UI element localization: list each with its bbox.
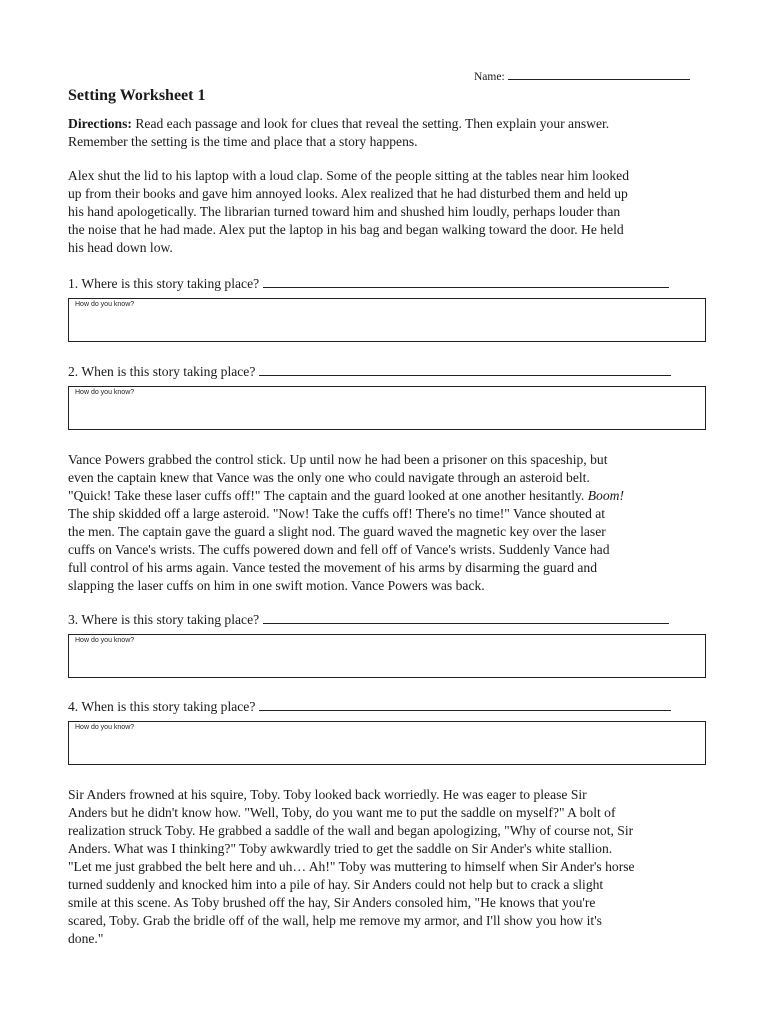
box-label: How do you know? — [75, 637, 135, 644]
answer-line[interactable] — [263, 611, 669, 624]
passage-1 — [68, 167, 708, 257]
passage-line: the noise that he had made. Alex put the laptop in his bag and began walking toward the door. He held — [68, 222, 624, 237]
answer-line[interactable] — [263, 275, 669, 288]
box-label: How do you know? — [75, 724, 135, 731]
question-text: 1. Where is this story taking place? — [68, 276, 260, 291]
passage-line: the men. The captain gave the guard a slight nod. The guard waved the magnetic key over the laser — [68, 524, 606, 539]
passage-line: realization struck Toby. He grabbed a saddle of the wall and began apologizing, "Why of course not, Sir — [68, 823, 634, 838]
passage-line: even the captain knew that Vance was the only one who could navigate through an asteroid belt. — [68, 470, 590, 485]
passage-line: Sir Anders frowned at his squire, Toby. Toby looked back worriedly. He was eager to please Sir — [68, 787, 587, 802]
passage-2 — [68, 451, 708, 595]
worksheet-title: Setting Worksheet 1 — [68, 87, 206, 104]
directions — [68, 115, 708, 151]
name-field[interactable] — [474, 68, 690, 83]
directions-line-2: Remember the setting is the time and place that a story happens. — [68, 134, 418, 149]
passage-line: slapping the laser cuffs on him in one swift motion. Vance Powers was back. — [68, 578, 485, 593]
question-4 — [68, 698, 671, 715]
passage-line: his hand apologetically. The librarian turned toward him and shushed him loudly, perhaps louder than — [68, 204, 621, 219]
name-input-line[interactable] — [508, 68, 690, 80]
answer-line[interactable] — [259, 698, 671, 711]
passage-line: turned suddenly and knocked him into a pile of hay. Sir Anders could not help but to crack a slight — [68, 877, 604, 892]
question-2 — [68, 363, 671, 380]
directions-label: Directions: — [68, 116, 132, 131]
passage-line: his head down low. — [68, 240, 173, 255]
answer-box-4[interactable] — [68, 721, 706, 765]
passage-line: full control of his arms again. Vance tested the movement of his arms by disarming the guard and — [68, 560, 598, 575]
passage-3 — [68, 786, 708, 948]
name-label: Name: — [474, 71, 505, 83]
answer-line[interactable] — [259, 363, 671, 376]
passage-line: done." — [68, 931, 104, 946]
answer-box-1[interactable] — [68, 298, 706, 342]
question-3 — [68, 611, 669, 628]
question-text: 4. When is this story taking place? — [68, 699, 256, 714]
directions-line-1: Read each passage and look for clues that reveal the setting. Then explain your answer. — [135, 116, 610, 131]
answer-box-2[interactable] — [68, 386, 706, 430]
passage-line: "Quick! Take these laser cuffs off!" The captain and the guard looked at one another hesitantly. — [68, 488, 585, 503]
box-label: How do you know? — [75, 301, 135, 308]
passage-line: "Let me just grabbed the belt here and uh… Ah!" Toby was muttering to himself when Sir Ander's horse — [68, 859, 635, 874]
passage-emphasis: Boom! — [587, 488, 624, 503]
passage-line: Vance Powers grabbed the control stick. Up until now he had been a prisoner on this spaceship, but — [68, 452, 608, 467]
box-label: How do you know? — [75, 389, 135, 396]
passage-line: The ship skidded off a large asteroid. "Now! Take the cuffs off! There's no time!" Vance shouted at — [68, 506, 606, 521]
answer-box-3[interactable] — [68, 634, 706, 678]
passage-line: scared, Toby. Grab the bridle off of the wall, help me remove my armor, and I'll show you how it's — [68, 913, 602, 928]
passage-line: cuffs on Vance's wrists. The cuffs powered down and fell off of Vance's wrists. Suddenly Vance had — [68, 542, 610, 557]
passage-line: Anders but he didn't know how. "Well, Toby, do you want me to put the saddle on myself?" A bolt of — [68, 805, 616, 820]
passage-line: Alex shut the lid to his laptop with a loud clap. Some of the people sitting at the tables near him looked — [68, 168, 630, 183]
question-1 — [68, 275, 669, 292]
question-text: 3. Where is this story taking place? — [68, 612, 260, 627]
passage-line: up from their books and gave him annoyed looks. Alex realized that he had disturbed them and held up — [68, 186, 628, 201]
passage-line: smile at this scene. As Toby brushed off the hay, Sir Anders consoled him, "He knows that you're — [68, 895, 596, 910]
question-text: 2. When is this story taking place? — [68, 364, 256, 379]
passage-line: Anders. What was I thinking?" Toby awkwardly tried to get the saddle on Sir Ander's white stallion. — [68, 841, 613, 856]
